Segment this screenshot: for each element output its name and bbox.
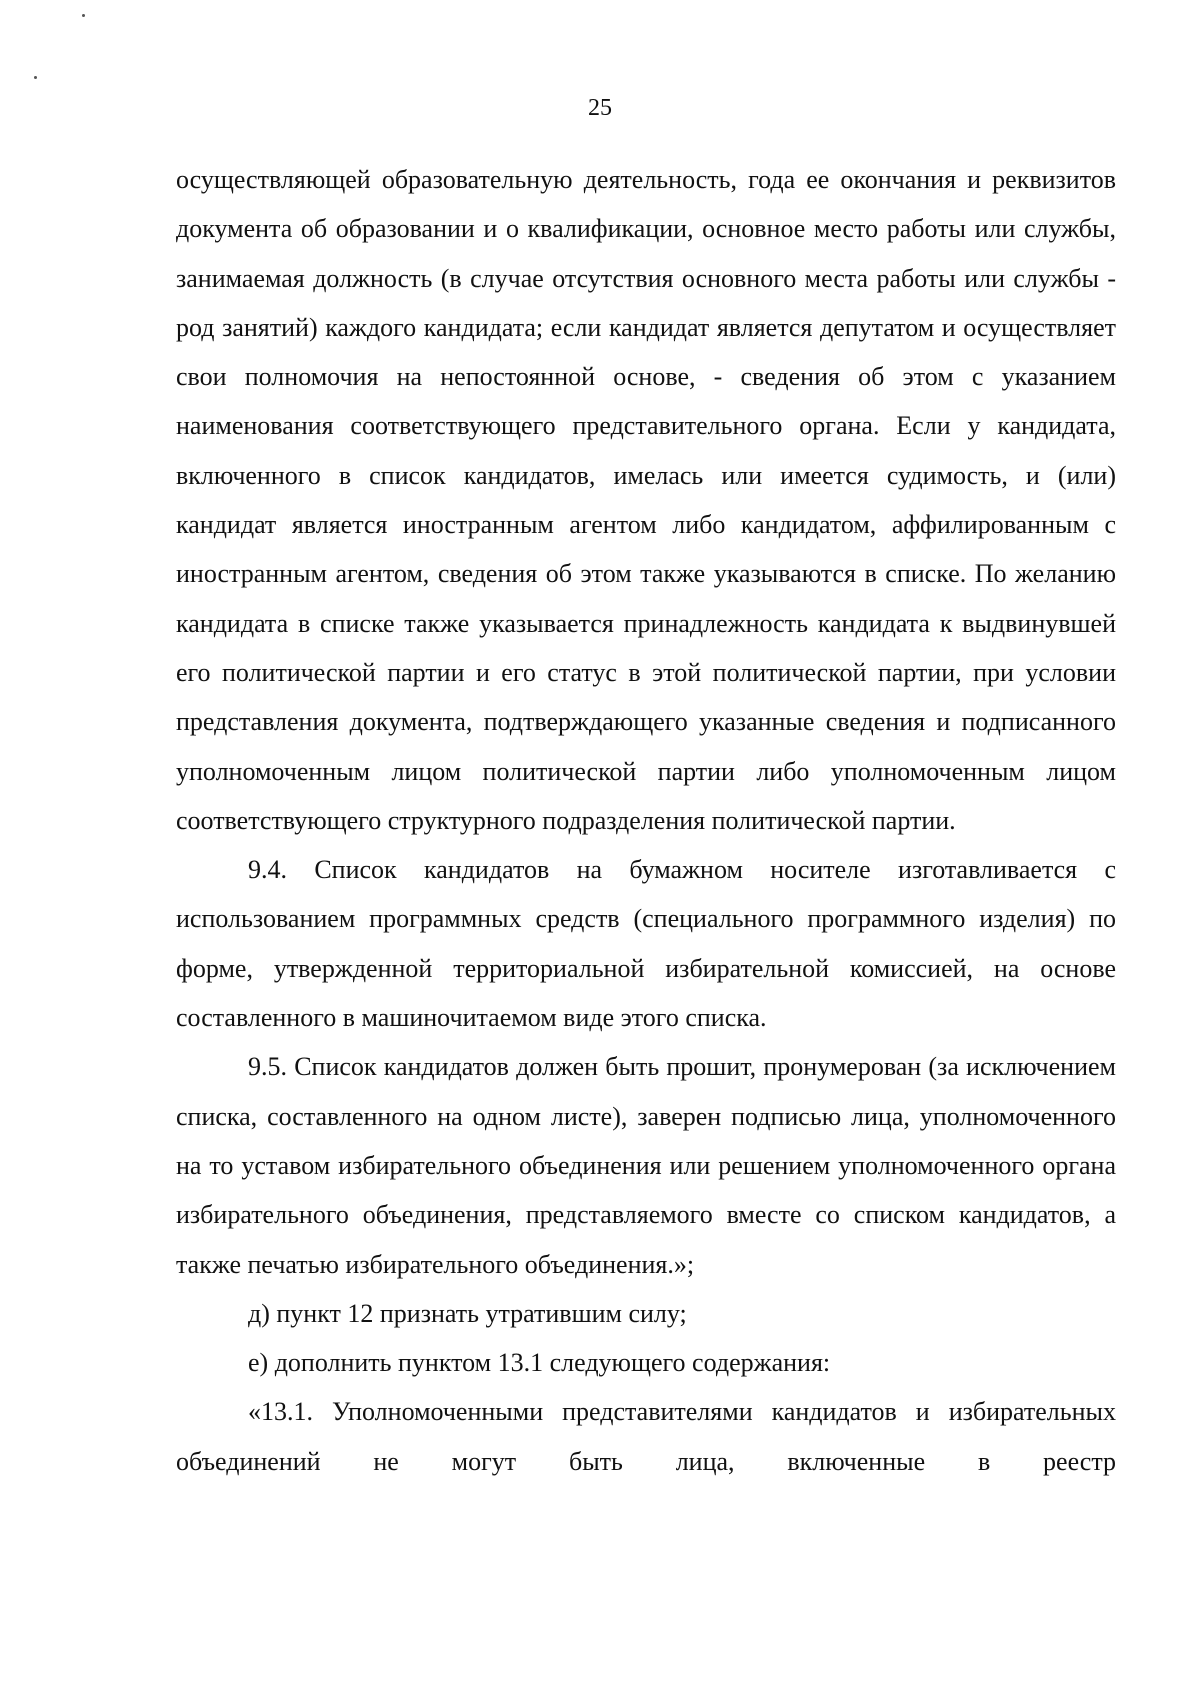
document-body [176, 155, 1116, 1486]
paragraph-13-1: «13.1. Уполномоченными представителями кандидатов и избирательных объединений не могут быть лица, включенные в реестр [176, 1397, 1116, 1476]
scan-speck [34, 76, 37, 79]
paragraph-item-d: д) пункт 12 признать утратившим силу; [248, 1298, 687, 1328]
paragraph-9-5: 9.5. Список кандидатов должен быть прошит, пронумерован (за исключением списка, составленного на одном листе), заверен подписью лица, уполномоченного на то уставом избирательного объединения или решением уполномоченного органа избирательного объединения, представляемого вместе со списком кандидатов, а также печатью избирательного объединения.»; [176, 1052, 1116, 1279]
paragraph-9-4: 9.4. Список кандидатов на бумажном носителе изготавливается с использованием программных средств (специального программного изделия) по форме, утвержденной территориальной избирательной комиссией, на основе составленного в машиночитаемом виде этого списка. [176, 855, 1116, 1033]
paragraph-item-e: е) дополнить пунктом 13.1 следующего содержания: [248, 1348, 831, 1378]
page-number: 25 [588, 95, 612, 121]
paragraph-candidate-info: осуществляющей образовательную деятельность, года ее окончания и реквизитов документа об образовании и о квалификации, основное место работы или службы, занимаемая должность (в случае отсутствия основного места работы или службы - род занятий) каждого кандидата; если кандидат является депутатом и осуществляет свои полномочия на непостоянной основе, - сведения об этом с указанием наименования соответствующего представительного органа. Если у кандидата, включенного в список кандидатов, имелась или имеется судимость, и (или) кандидат является иностранным агентом либо кандидатом, аффилированным с иностранным агентом, сведения об этом также указываются в списке. По желанию кандидата в списке также указывается принадлежность кандидата к выдвинувшей его политической партии и его статус в этой политической партии, при условии представления документа, подтверждающего указанные сведения и подписанного уполномоченным лицом политической партии либо уполномоченным лицом соответствующего структурного подразделения политической партии. [176, 165, 1116, 835]
scan-speck [82, 14, 85, 17]
